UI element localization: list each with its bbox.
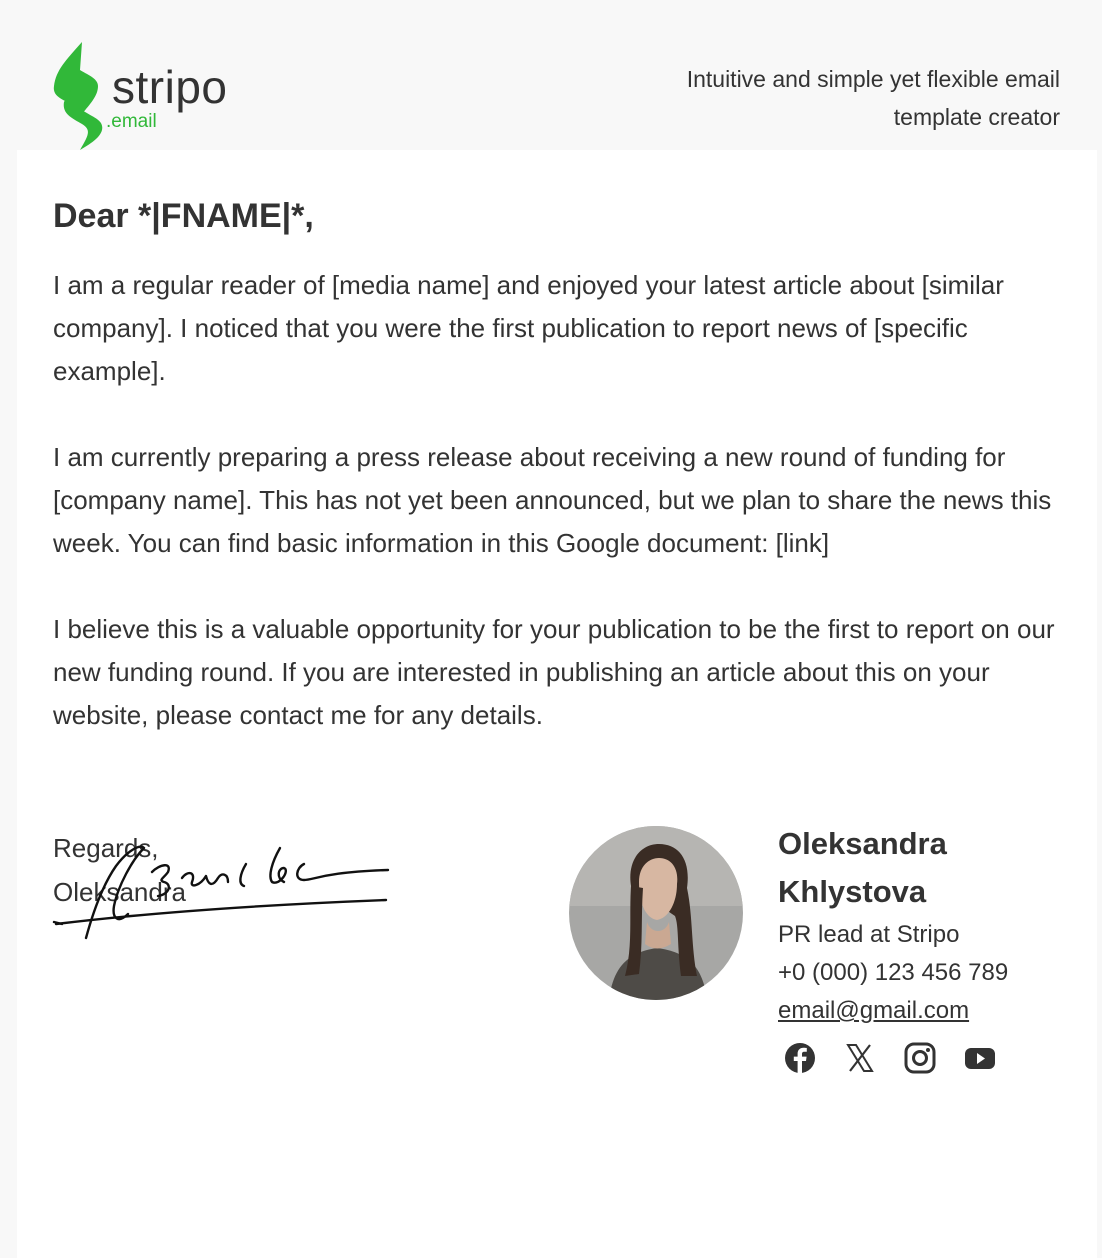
paragraph: I am a regular reader of [media name] and enjoyed your latest article about [similar company]. I noticed that you were the first publication to report news of [specific example].: [53, 270, 1004, 386]
paragraph: I am currently preparing a press release about receiving a new round of funding for [company name]. This has not yet been announced, but we plan to share the news this week. You can find basic information in this Google document: [link]: [53, 442, 1052, 558]
instagram-link[interactable]: [902, 1040, 938, 1076]
email-body-card: [17, 150, 1097, 1258]
email-header: [0, 0, 1102, 150]
greeting-heading: Dear *|FNAME|*,: [53, 197, 314, 235]
sender-first-name: Oleksandra: [53, 877, 186, 907]
x-icon: [842, 1040, 878, 1076]
facebook-link[interactable]: [782, 1040, 818, 1076]
contact-name: Oleksandra Khlystova: [778, 826, 947, 909]
avatar: [569, 826, 743, 1000]
youtube-link[interactable]: [962, 1040, 998, 1076]
instagram-icon: [902, 1040, 938, 1076]
youtube-icon: [962, 1040, 998, 1076]
closing-phrase: Regards,: [53, 833, 159, 863]
header-tagline: Intuitive and simple yet flexible email template creator: [686, 66, 1060, 130]
facebook-icon: [782, 1040, 818, 1076]
logo-subtext: .email: [106, 111, 157, 132]
contact-phone: +0 (000) 123 456 789: [778, 959, 1009, 986]
handwritten-signature: [32, 826, 392, 946]
stripo-logo-icon: [52, 40, 106, 152]
stripo-logo[interactable]: [52, 40, 252, 152]
profile-photo: [569, 826, 743, 1000]
contact-email-link[interactable]: email@gmail.com: [778, 997, 970, 1024]
paragraph: I believe this is a valuable opportunity for your publication to be the first to report on our new funding round. If you are interested in publishing an article about this on your website, please contact me for any details.: [53, 614, 1055, 730]
logo-wordmark: stripo: [112, 61, 228, 113]
contact-details: [778, 820, 1068, 1030]
x-link[interactable]: [842, 1040, 878, 1076]
letter-body: [53, 264, 1068, 780]
contact-role: PR lead at Stripo: [778, 921, 960, 948]
